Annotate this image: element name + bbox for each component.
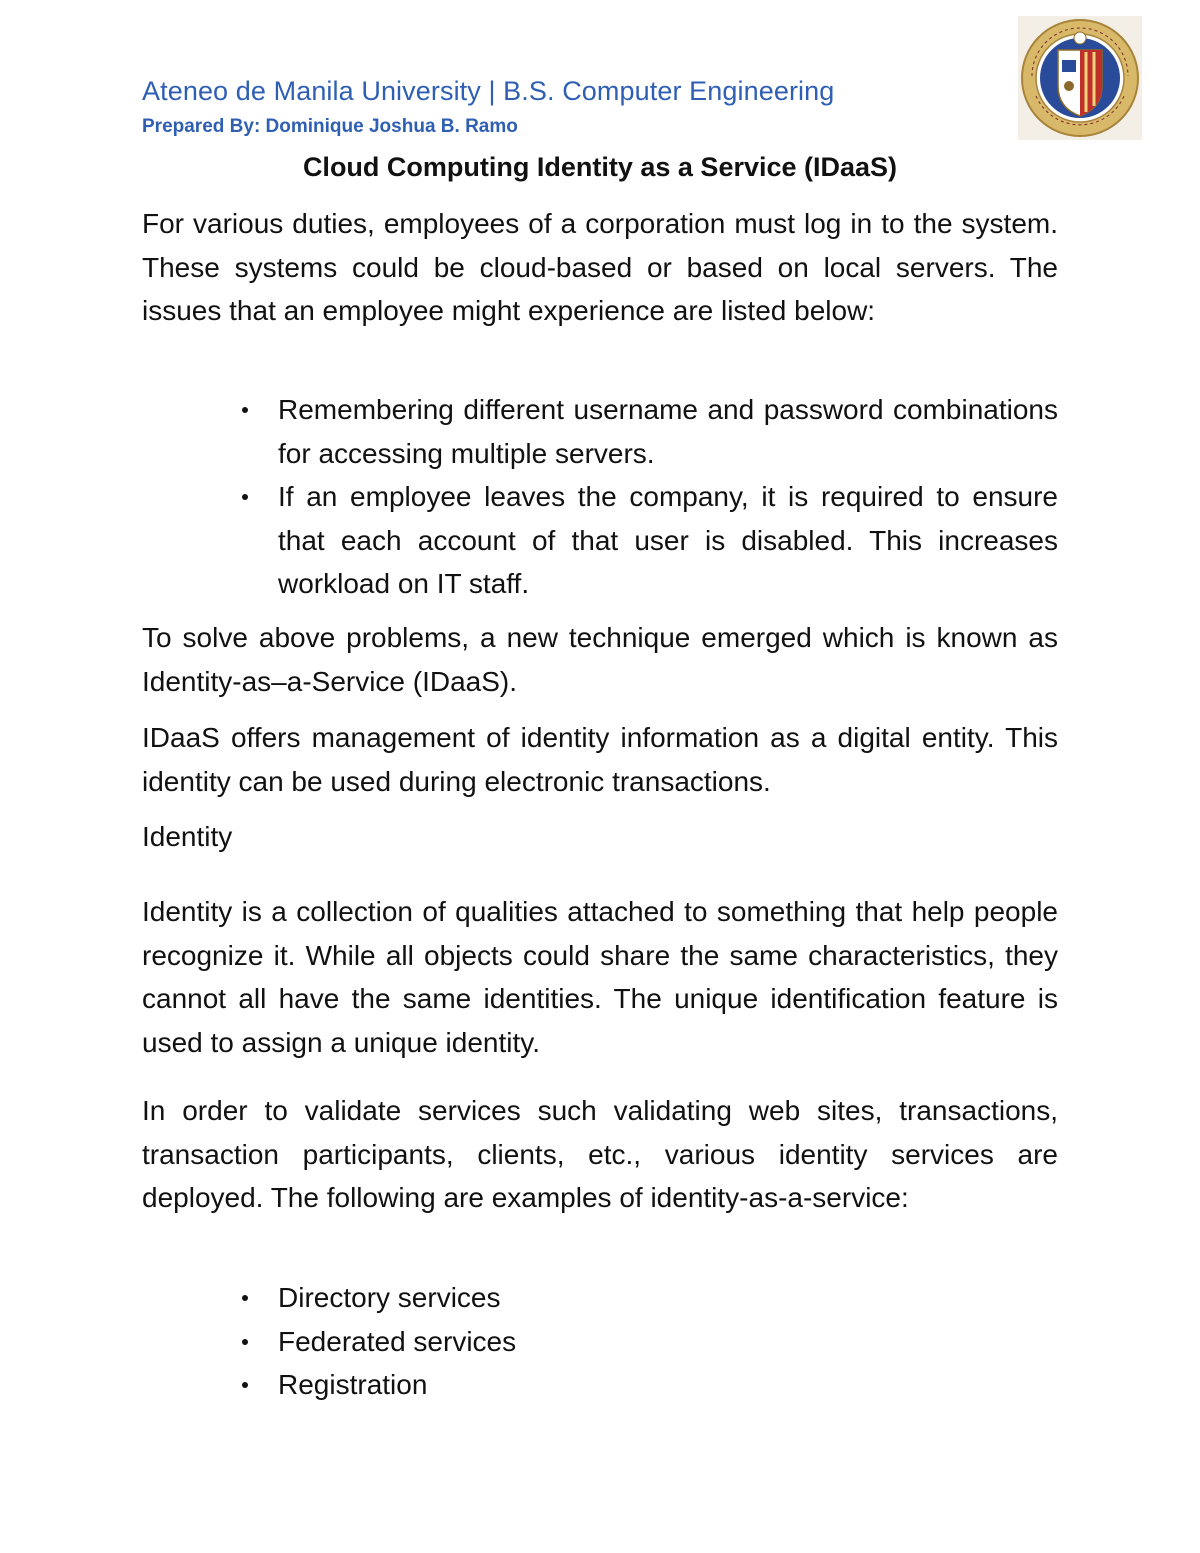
issue-text: Remembering different username and password combinations for accessing multiple servers. — [278, 394, 1058, 469]
list-item — [278, 1320, 1058, 1364]
example-text: Federated services — [278, 1325, 517, 1357]
prepared-by: Prepared By: Dominique Joshua B. Ramo — [142, 116, 518, 137]
list-item — [278, 1276, 1058, 1320]
bullet-icon — [242, 407, 248, 413]
bullet-icon — [242, 1382, 248, 1388]
university-header: Ateneo de Manila University | B.S. Computer Engineering — [142, 76, 835, 106]
identity-heading: Identity — [142, 821, 233, 852]
identity-definition-paragraph: Identity is a collection of qualities attached to something that help people recognize it. While all objects could share the same characteristics, they cannot all have the same identities. The unique identification feature is used to assign a unique identity. — [142, 896, 1058, 1058]
bullet-icon — [242, 494, 248, 500]
intro-paragraph: For various duties, employees of a corporation must log in to the system. These systems could be cloud-based or based on local servers. The issues that an employee might experience are listed below: — [142, 208, 1058, 326]
solution-paragraph: To solve above problems, a new technique emerged which is known as Identity-as–a-Service (IDaaS). — [142, 622, 1058, 697]
list-item — [278, 1363, 1058, 1407]
services-intro-paragraph: In order to validate services such validating web sites, transactions, transaction participants, clients, etc., various identity services are deployed. The following are examples of identity-as-a-service: — [142, 1095, 1058, 1213]
bullet-icon — [242, 1295, 248, 1301]
idaas-definition-paragraph: IDaaS offers management of identity information as a digital entity. This identity can be used during electronic transactions. — [142, 722, 1058, 797]
issue-text: If an employee leaves the company, it is required to ensure that each account of that user is disabled. This increases workload on IT staff. — [278, 481, 1058, 599]
list-item — [278, 475, 1058, 606]
university-seal-icon — [1018, 16, 1142, 140]
bullet-icon — [242, 1339, 248, 1345]
issues-list — [278, 388, 1058, 606]
document-title: Cloud Computing Identity as a Service (IDaaS) — [302, 152, 898, 182]
example-text: Registration — [278, 1369, 428, 1400]
list-item — [278, 388, 1058, 475]
examples-list — [278, 1276, 1058, 1407]
example-text: Directory services — [278, 1282, 501, 1313]
